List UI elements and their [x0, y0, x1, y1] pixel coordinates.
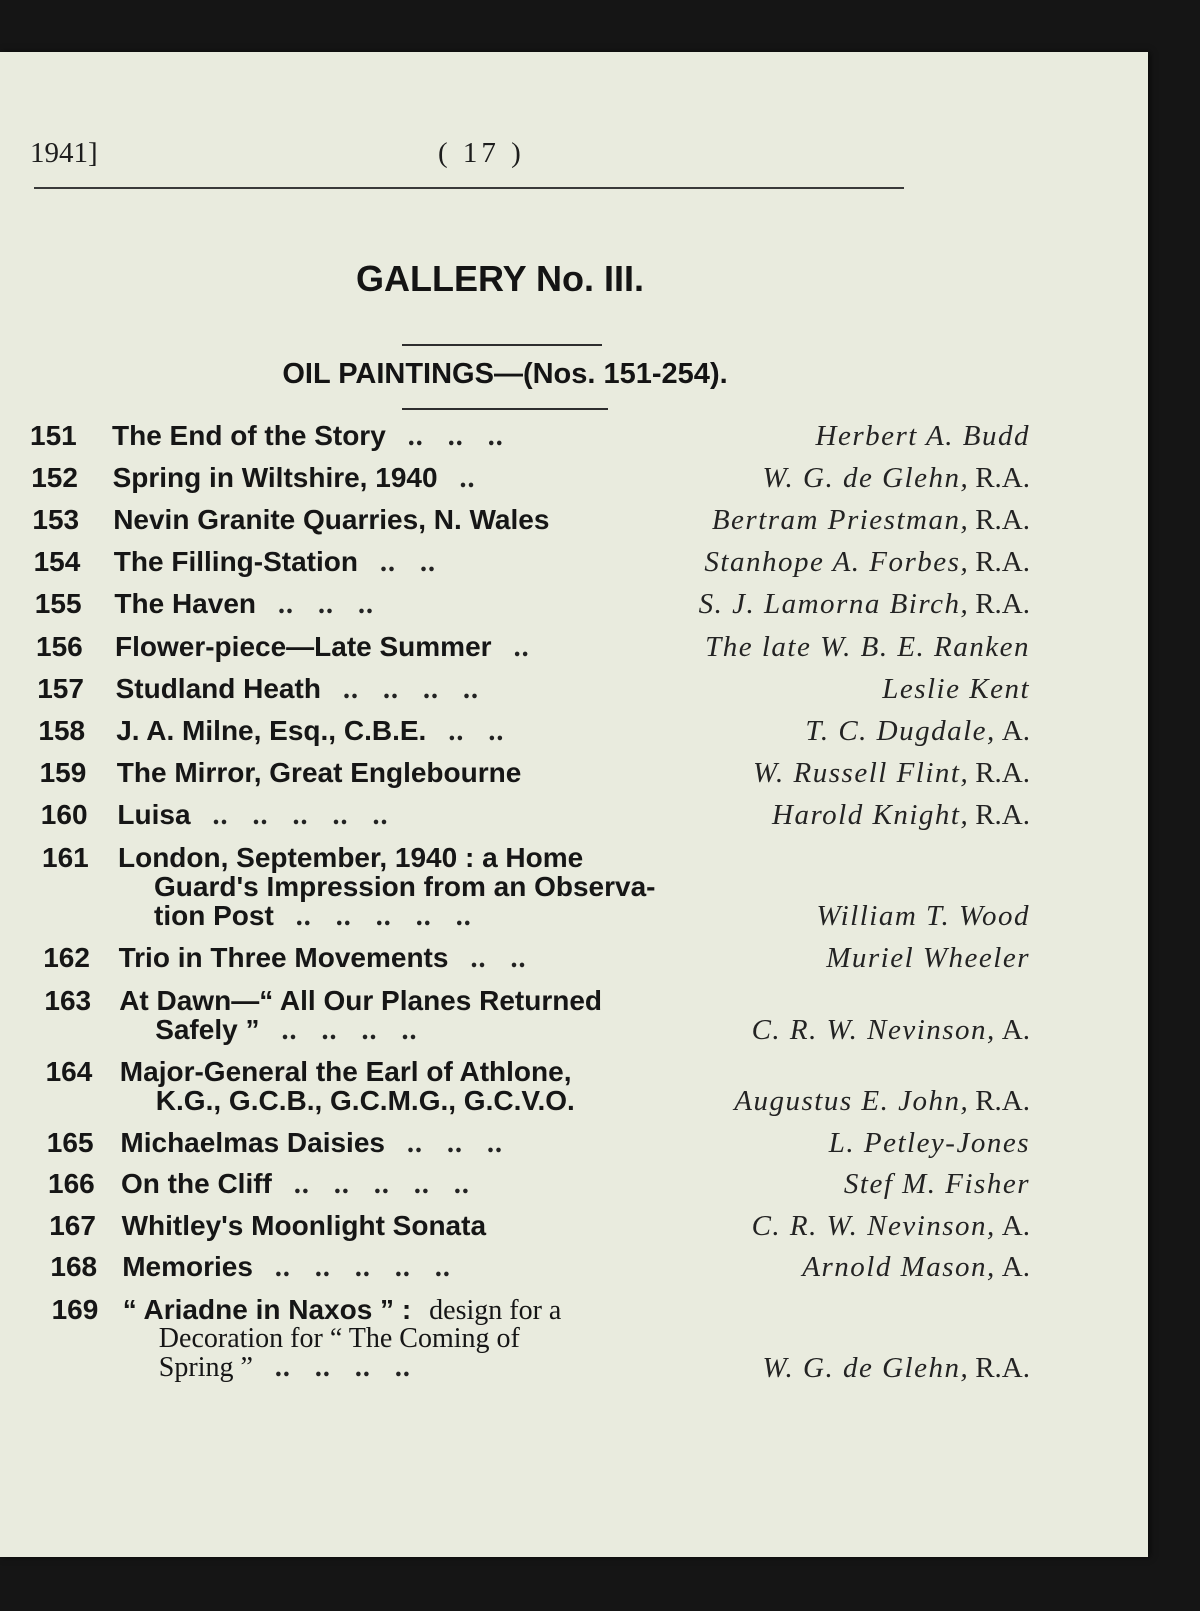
- artist-name: Leslie Kent: [882, 673, 1030, 705]
- artwork-title-line: [120, 1056, 572, 1088]
- title-rule-top: [402, 344, 602, 346]
- dot-leader: .. ..: [448, 716, 505, 747]
- artist-name: W. Russell Flint,: [753, 757, 970, 789]
- artwork-title-line: [159, 1352, 411, 1384]
- artwork-title-line: [154, 871, 655, 903]
- artist-credit: [844, 1168, 1030, 1201]
- artwork-title-text: On the Cliff: [121, 1168, 272, 1199]
- page-number: ( 17 ): [438, 137, 525, 169]
- artwork-title-line: [113, 462, 476, 495]
- artist-credit: [752, 1014, 1030, 1047]
- catalogue-number: 158: [38, 715, 86, 746]
- artist-honor: R.A.: [975, 799, 1030, 831]
- dot-leader: .. .. .. ..: [342, 674, 479, 705]
- artist-honor: R.A.: [975, 462, 1030, 494]
- catalogue-number: 164: [45, 1056, 93, 1087]
- artist-name: Muriel Wheeler: [826, 942, 1030, 974]
- artwork-title-line: [114, 546, 436, 579]
- catalogue-number: 168: [50, 1251, 98, 1282]
- artist-name: Harold Knight,: [772, 799, 970, 831]
- artwork-title-line: [112, 420, 504, 453]
- artist-honor: A.: [1001, 1251, 1030, 1283]
- artist-honor: A.: [1001, 1014, 1030, 1046]
- artist-honor: R.A.: [975, 546, 1030, 578]
- artwork-title-text: Nevin Granite Quarries, N. Wales: [113, 504, 550, 535]
- artist-credit: [752, 1210, 1030, 1243]
- artwork-title-text: Luisa: [117, 799, 191, 830]
- dot-leader: .. .. .. ..: [281, 1015, 418, 1046]
- section-title: OIL PAINTINGS—(Nos. 151-254).: [282, 358, 728, 390]
- artist-honor: A.: [1001, 715, 1030, 747]
- artwork-title-text: J. A. Milne, Esq., C.B.E.: [116, 715, 427, 746]
- gallery-title: GALLERY No. III.: [355, 258, 645, 299]
- dot-leader: .. ..: [380, 547, 436, 578]
- artist-name: S. J. Lamorna Birch,: [698, 588, 970, 620]
- catalogue-number: 157: [37, 673, 84, 704]
- artwork-title-text: Decoration for “ The Coming of: [158, 1323, 520, 1354]
- artist-name: Arnold Mason,: [802, 1251, 996, 1283]
- dot-leader: .. .. ..: [406, 1128, 503, 1159]
- artwork-title-line: [121, 1168, 470, 1201]
- artwork-title-line: [122, 1210, 486, 1242]
- artwork-title-text: Studland Heath: [115, 673, 321, 704]
- artist-credit: [763, 462, 1030, 495]
- catalogue-number: 161: [42, 842, 89, 873]
- artist-name: Augustus E. John,: [734, 1085, 970, 1117]
- artist-name: W. G. de Glehn,: [762, 1352, 970, 1384]
- artwork-title-line: [116, 673, 479, 706]
- artwork-title-line: [114, 588, 374, 621]
- dot-leader: ..: [513, 632, 530, 663]
- artwork-title-text: Spring in Wiltshire, 1940: [112, 462, 438, 493]
- artist-honor: R.A.: [975, 588, 1030, 620]
- artist-credit: [763, 1352, 1030, 1385]
- artwork-title-text: “ Ariadne in Naxos ” :: [122, 1294, 412, 1325]
- artist-credit: [753, 757, 1030, 790]
- dot-leader: ..: [459, 463, 476, 494]
- artwork-title-line: [117, 799, 388, 832]
- catalogue-number: 154: [33, 546, 81, 577]
- artwork-title-text: Guard's Impression from an Observa-: [154, 871, 656, 902]
- artist-name: W. G. de Glehn,: [762, 462, 970, 494]
- artwork-title-text: tion Post: [154, 900, 274, 931]
- artist-credit: [829, 1127, 1030, 1160]
- catalogue-number: 155: [34, 588, 82, 619]
- artist-credit: [705, 631, 1030, 664]
- artwork-title-text: The Mirror, Great Englebourne: [116, 757, 522, 788]
- artwork-title-line: [115, 631, 530, 664]
- artist-credit: [817, 900, 1030, 933]
- artist-credit: [805, 715, 1030, 748]
- artist-name: T. C. Dugdale,: [805, 715, 996, 747]
- catalogue-number: 165: [46, 1127, 94, 1158]
- artwork-title-line: [120, 1127, 503, 1160]
- dot-leader: .. .. .. .. ..: [295, 901, 472, 932]
- artwork-title-rest: design for a: [429, 1295, 562, 1326]
- catalogue-number: 162: [43, 942, 90, 973]
- artist-name: L. Petley-Jones: [828, 1127, 1030, 1159]
- artwork-title-line: [156, 1085, 575, 1117]
- catalogue-number: 153: [32, 504, 80, 535]
- catalogue-number: 166: [48, 1168, 95, 1199]
- artwork-title-line: [117, 757, 522, 789]
- artist-name: Stanhope A. Forbes,: [704, 546, 970, 578]
- artist-credit: [699, 588, 1030, 621]
- artwork-title-line: [122, 1251, 451, 1284]
- catalogue-number: 160: [40, 799, 88, 830]
- artwork-title-line: [119, 985, 602, 1017]
- artist-credit: [704, 546, 1030, 579]
- artwork-title-text: At Dawn—“ All Our Planes Returned: [119, 985, 602, 1016]
- catalogue-number: 163: [44, 985, 92, 1016]
- header-rule: [34, 187, 904, 189]
- artwork-title-text: Flower-piece—Late Summer: [115, 631, 492, 662]
- catalogue-number: 152: [31, 462, 78, 493]
- artwork-title-text: Memories: [122, 1251, 253, 1282]
- artist-credit: [826, 942, 1030, 975]
- artwork-title-line: [159, 1323, 520, 1355]
- catalogue-number: 159: [39, 757, 87, 788]
- artwork-title-text: Safely ”: [155, 1014, 260, 1045]
- dot-leader: .. .. .. .. ..: [212, 800, 389, 831]
- artwork-title-text: London, September, 1940 : a Home: [118, 842, 584, 873]
- artist-name: The late W. B. E. Ranken: [705, 631, 1030, 663]
- artist-credit: [712, 504, 1030, 537]
- artwork-title-text: The Filling-Station: [113, 546, 358, 577]
- artist-honor: R.A.: [975, 757, 1030, 789]
- artwork-title-line: [154, 900, 472, 933]
- dot-leader: .. .. ..: [407, 421, 504, 452]
- artist-credit: [816, 420, 1030, 453]
- artwork-title-text: Spring ”: [158, 1352, 253, 1383]
- dot-leader: .. .. .. .. ..: [293, 1169, 470, 1200]
- artwork-title-text: Whitley's Moonlight Sonata: [121, 1210, 487, 1241]
- artist-name: C. R. W. Nevinson,: [751, 1210, 996, 1242]
- artwork-title-line: [113, 504, 549, 536]
- artwork-title-text: Trio in Three Movements: [118, 942, 449, 973]
- artist-honor: R.A.: [975, 1085, 1030, 1117]
- artwork-title-line: [119, 942, 527, 975]
- artist-name: Stef M. Fisher: [843, 1168, 1030, 1200]
- artwork-title-line: [116, 715, 504, 748]
- artist-credit: [772, 799, 1030, 832]
- dot-leader: .. .. .. ..: [274, 1352, 411, 1383]
- artwork-title-line: [155, 1014, 417, 1047]
- artist-credit: [734, 1085, 1030, 1118]
- catalogue-number: 169: [51, 1294, 99, 1325]
- running-head-year: 1941]: [30, 137, 98, 169]
- artist-honor: R.A.: [975, 504, 1030, 536]
- catalogue-number: 151: [30, 420, 77, 451]
- catalogue-number: 156: [36, 631, 83, 662]
- artist-honor: A.: [1001, 1210, 1030, 1242]
- artist-name: Bertram Priestman,: [711, 504, 970, 536]
- artist-credit: [802, 1251, 1030, 1284]
- artist-honor: R.A.: [975, 1352, 1030, 1384]
- dot-leader: .. .. ..: [278, 589, 374, 620]
- artist-name: C. R. W. Nevinson,: [751, 1014, 996, 1046]
- artwork-title-text: The Haven: [114, 588, 256, 619]
- artwork-title-line: [118, 842, 583, 874]
- artwork-title-text: The End of the Story: [112, 420, 386, 451]
- artwork-title-text: K.G., G.C.B., G.C.M.G., G.C.V.O.: [155, 1085, 575, 1116]
- dot-leader: .. .. .. .. ..: [274, 1252, 451, 1283]
- artwork-title-text: Major-General the Earl of Athlone,: [119, 1056, 572, 1087]
- artist-credit: [882, 673, 1030, 706]
- dot-leader: .. ..: [470, 943, 527, 974]
- title-rule-bottom: [402, 408, 608, 410]
- artwork-title-text: Michaelmas Daisies: [120, 1127, 385, 1158]
- artist-name: William T. Wood: [816, 900, 1030, 932]
- artist-name: Herbert A. Budd: [815, 420, 1030, 452]
- catalogue-number: 167: [49, 1210, 96, 1241]
